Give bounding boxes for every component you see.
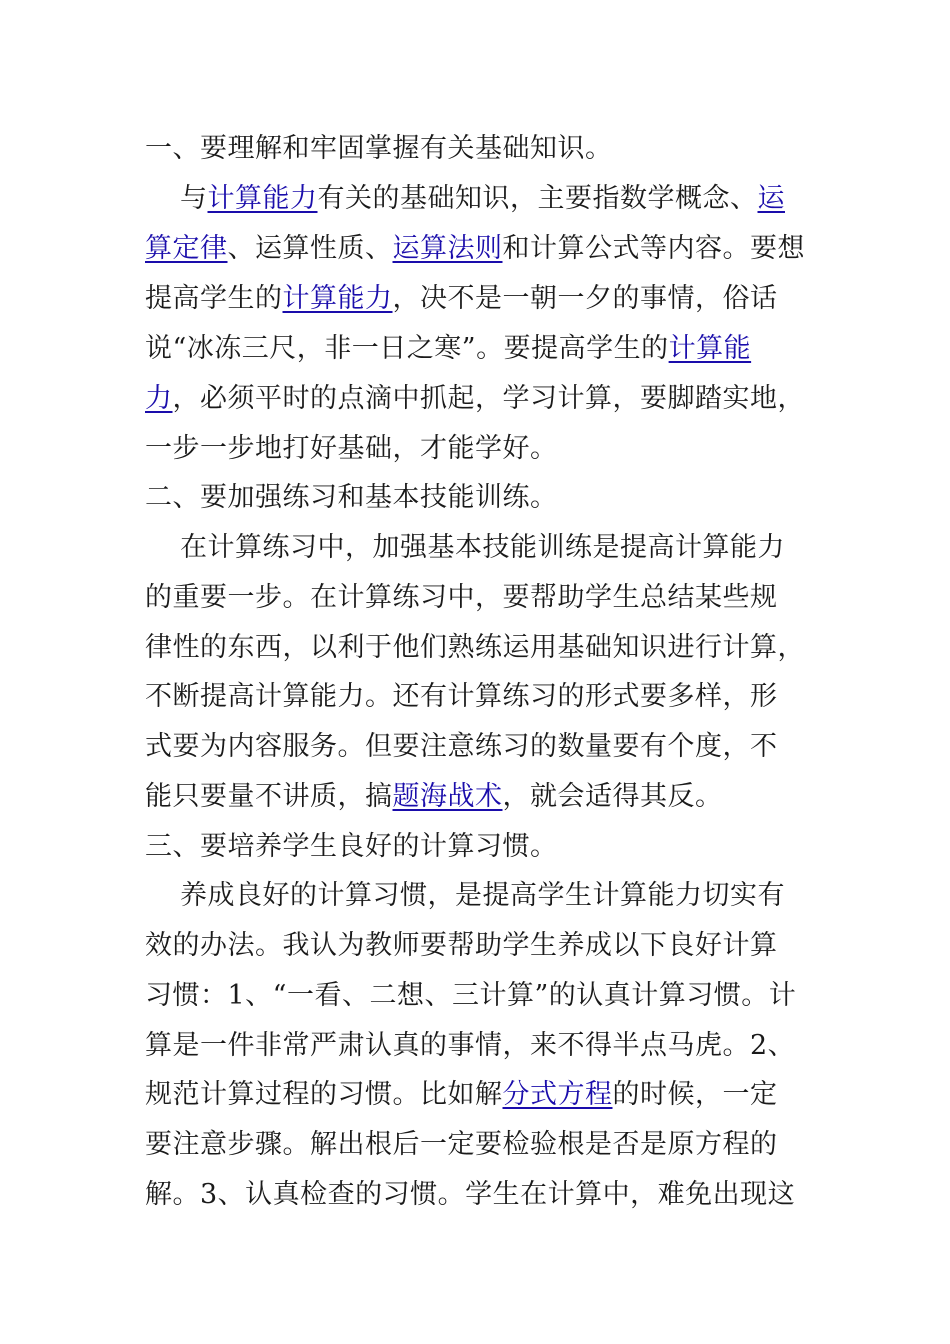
paragraph-3-line — [145, 1026, 809, 1066]
paragraph-3-line — [145, 1075, 809, 1115]
text-run: 三、要培养学生良好的计算习惯。 — [145, 831, 558, 862]
paragraph-3-line — [145, 1175, 809, 1215]
heading-3 — [145, 827, 809, 867]
text-run: 提高学生的 — [145, 283, 283, 314]
paragraph-2-line — [180, 528, 810, 568]
hyperlink[interactable]: 题海战术 — [392, 781, 503, 812]
text-run: 在计算练习中，加强基本技能训练是提高计算能力 — [180, 532, 785, 563]
text-run: ，必须平时的点滴中抓起，学习计算，要脚踏实地， — [172, 383, 805, 414]
text-run: 解。3、认真检查的习惯。学生在计算中，难免出现这 — [145, 1179, 796, 1210]
text-run: 、运算性质、 — [227, 233, 393, 264]
text-run: 养成良好的计算习惯，是提高学生计算能力切实有 — [180, 880, 785, 911]
text-run: 效的办法。我认为教师要帮助学生养成以下良好计算 — [145, 930, 778, 961]
text-run: 习惯：1、“一看、二想、三计算”的认真计算习惯。计 — [145, 980, 797, 1011]
paragraph-1-line — [145, 329, 809, 369]
heading-2 — [145, 478, 809, 518]
hyperlink[interactable]: 分式方程 — [502, 1079, 613, 1110]
paragraph-2-line — [145, 578, 809, 618]
paragraph-1-line — [145, 229, 809, 269]
hyperlink[interactable]: 算定律 — [145, 233, 228, 264]
paragraph-2-line — [145, 727, 809, 767]
text-run: 二、要加强练习和基本技能训练。 — [145, 482, 558, 513]
text-run: 说“冰冻三尺，非一日之寒”。要提高学生的 — [145, 333, 669, 364]
hyperlink[interactable]: 运算法则 — [392, 233, 503, 264]
text-run: 和计算公式等内容。要想 — [502, 233, 805, 264]
text-run: 不断提高计算能力。还有计算练习的形式要多样，形 — [145, 681, 778, 712]
text-run: 算是一件非常严肃认真的事情，来不得半点马虎。2、 — [145, 1030, 796, 1061]
paragraph-2-line — [145, 777, 809, 817]
text-run: 一步一步地打好基础，才能学好。 — [145, 433, 558, 464]
paragraph-3-line — [180, 876, 810, 916]
paragraph-3-line — [145, 926, 809, 966]
paragraph-2-line — [145, 677, 809, 717]
paragraph-1-line — [180, 179, 810, 219]
text-run: 的时候，一定 — [612, 1079, 778, 1110]
hyperlink[interactable]: 计算能力 — [207, 183, 318, 214]
paragraph-2-line — [145, 628, 809, 668]
text-run: 要注意步骤。解出根后一定要检验根是否是原方程的 — [145, 1129, 778, 1160]
text-run: 式要为内容服务。但要注意练习的数量要有个度，不 — [145, 731, 778, 762]
hyperlink[interactable]: 运 — [757, 183, 785, 214]
paragraph-3-line — [145, 976, 809, 1016]
paragraph-1-line — [145, 429, 809, 469]
text-run: ，就会适得其反。 — [502, 781, 723, 812]
paragraph-1-line — [145, 379, 809, 419]
paragraph-1-line — [145, 279, 809, 319]
heading-1 — [145, 129, 809, 169]
text-run: 律性的东西，以利于他们熟练运用基础知识进行计算， — [145, 632, 805, 663]
hyperlink[interactable]: 力 — [145, 383, 173, 414]
text-run: 一、要理解和牢固掌握有关基础知识。 — [145, 133, 613, 164]
text-run: ，决不是一朝一夕的事情，俗话 — [392, 283, 778, 314]
text-run: 规范计算过程的习惯。比如解 — [145, 1079, 503, 1110]
text-run: 的重要一步。在计算练习中，要帮助学生总结某些规 — [145, 582, 778, 613]
text-run: 与 — [180, 183, 208, 214]
hyperlink[interactable]: 计算能 — [668, 333, 752, 364]
text-run: 有关的基础知识，主要指数学概念、 — [317, 183, 758, 214]
paragraph-3-line — [145, 1125, 809, 1165]
hyperlink[interactable]: 计算能力 — [282, 283, 393, 314]
text-run: 能只要量不讲质，搞 — [145, 781, 393, 812]
